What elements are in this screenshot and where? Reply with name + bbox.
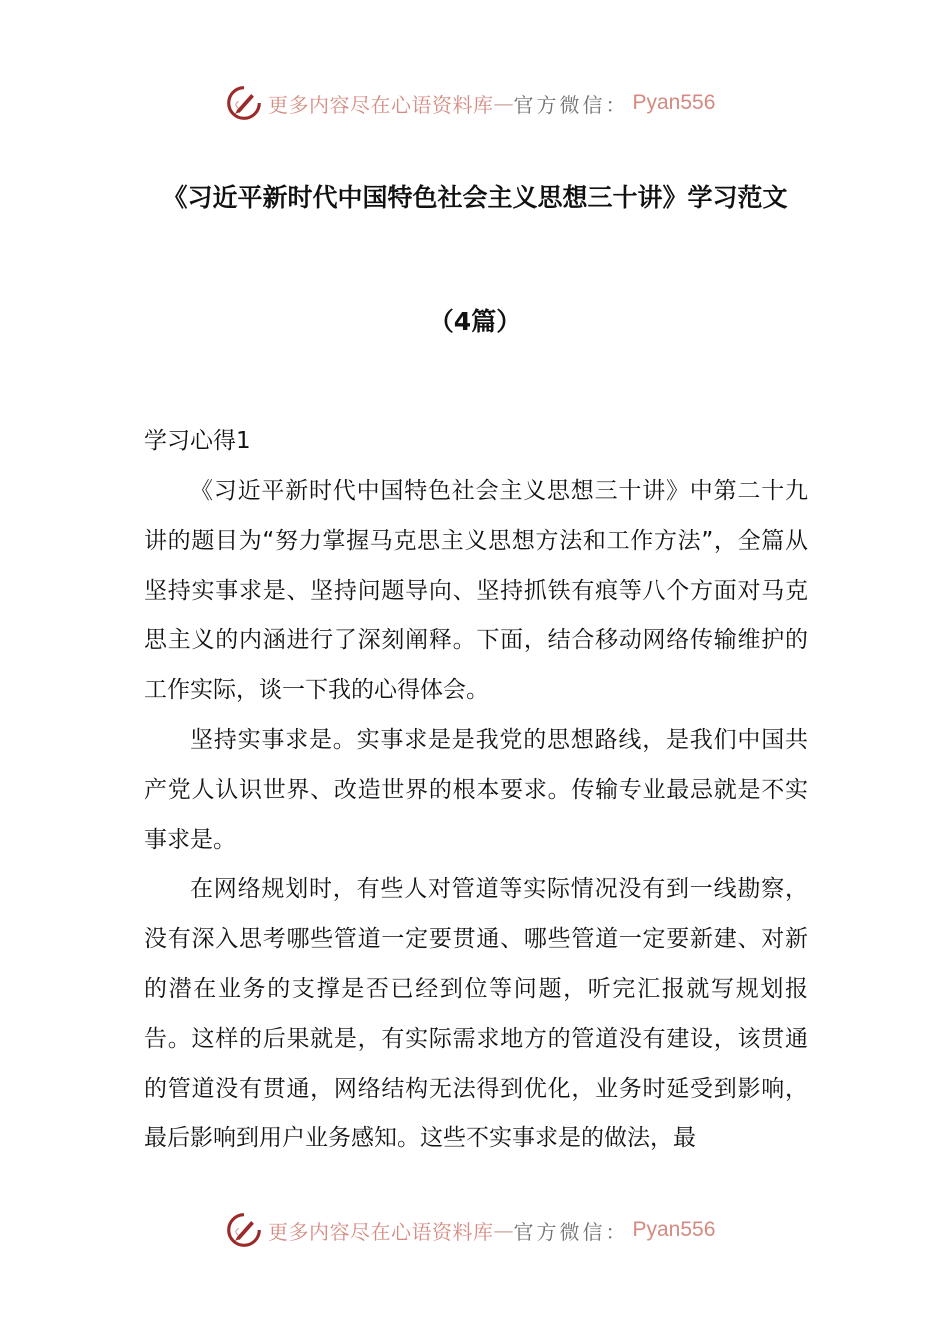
watermark-dash: —	[493, 91, 514, 115]
watermark-footer	[226, 1210, 715, 1250]
watermark-text: 更多内容尽在心语资料库	[268, 92, 494, 117]
document-body	[144, 467, 808, 1164]
pen-logo-icon	[226, 1212, 262, 1248]
pen-logo-icon	[226, 85, 262, 121]
watermark-text: 更多内容尽在心语资料库	[268, 1219, 494, 1244]
paragraph: 在网络规划时，有些人对管道等实际情况没有到一线勘察，没有深入思考哪些管道一定要贯通、哪些管道一定要新建、对新的潜在业务的支撑是否已经到位等问题，听完汇报就写规划报告。这样的后果就是，有实际需求地方的管道没有建设，该贯通的管道没有贯通，网络结构无法得到优化，业务时延受到影响，最后影响到用户业务感知。这些不实事求是的做法，最	[144, 876, 808, 1152]
paragraph: 坚持实事求是。实事求是是我党的思想路线，是我们中国共产党人认识世界、改造世界的根本要求。传输专业最忌就是不实事求是。	[144, 726, 808, 853]
section-heading: 学习心得1	[144, 428, 251, 454]
watermark-official-label: 官方微信：	[513, 92, 629, 117]
paragraph: 《习近平新时代中国特色社会主义思想三十讲》中第二十九讲的题目为“努力掌握马克思主义思想方法和工作方法”，全篇从坚持实事求是、坚持问题导向、坚持抓铁有痕等八个方面对马克思主义的内涵进行了深刻阐释。下面，结合移动网络传输维护的工作实际，谈一下我的心得体会。	[144, 478, 808, 704]
watermark-official-label: 官方微信：	[513, 1219, 629, 1244]
watermark-header	[226, 83, 715, 123]
watermark-wechat-id: Pyan556	[632, 91, 716, 114]
document-title: 《习近平新时代中国特色社会主义思想三十讲》学习范文	[162, 183, 788, 212]
document-subtitle: （4篇）	[428, 307, 522, 336]
watermark-dash: —	[493, 1218, 514, 1242]
watermark-wechat-id: Pyan556	[632, 1218, 716, 1241]
